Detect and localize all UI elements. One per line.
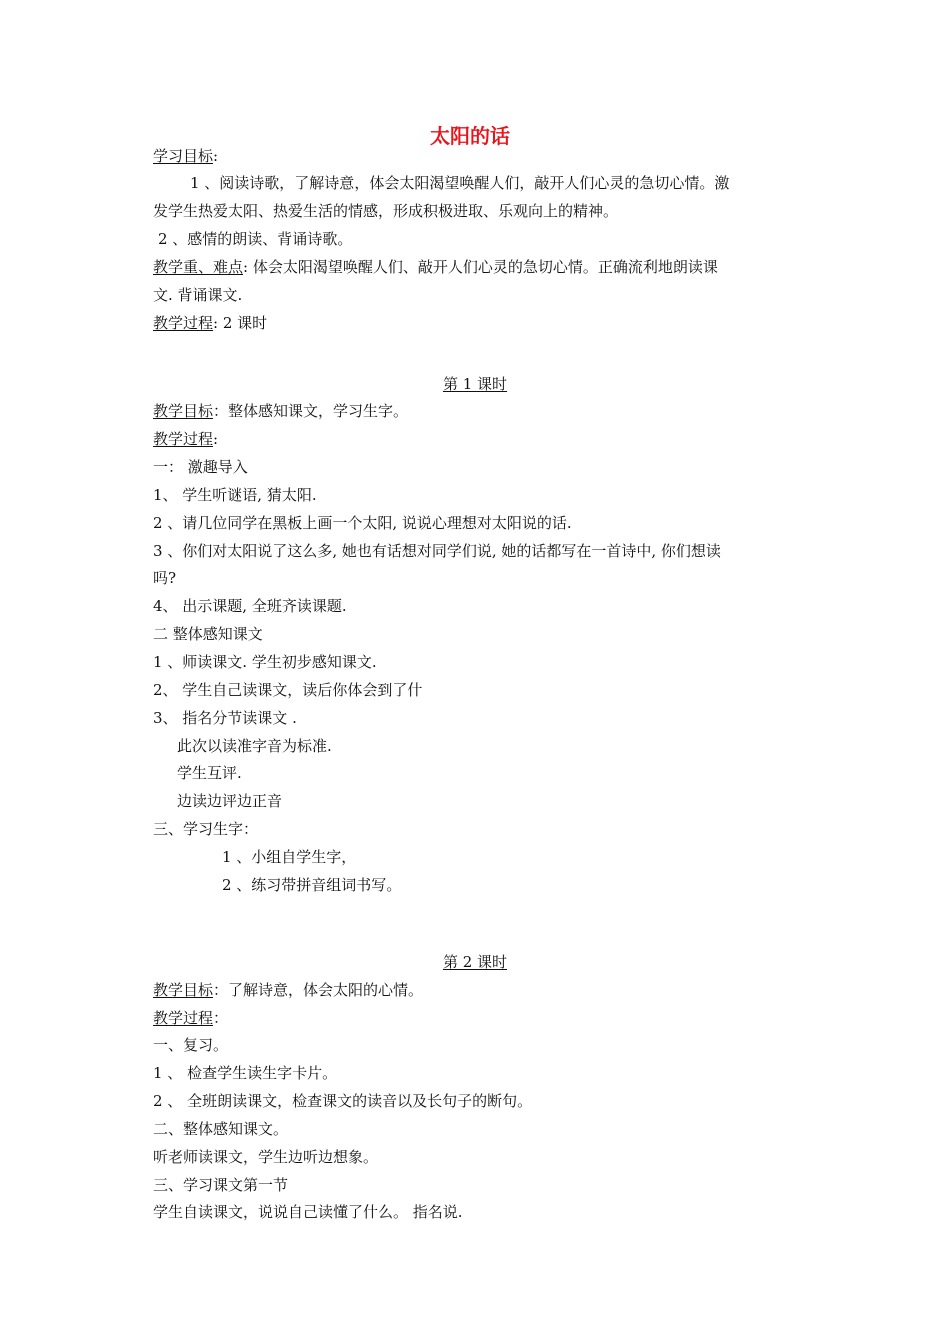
lesson-1-line: 3 、你们对太阳说了这么多, 她也有话想对同学们说, 她的话都写在一首诗中, 你们想读: [153, 542, 721, 560]
goal-2: 2 、感情的朗读、背诵诗歌。: [158, 230, 353, 248]
lesson-2-goal-text: ：了解诗意，体会太阳的心情。: [213, 981, 424, 999]
lesson-1-process-label: 教学过程: [153, 430, 214, 448]
lesson-1-line: 此次以读准字音为标准.: [177, 737, 332, 755]
goal-1-line-a: 1 、阅读诗歌，了解诗意，体会太阳渴望唤醒人们，敲开人们心灵的急切心情。激: [190, 174, 730, 192]
lesson-1-line: 边读边评边正音: [177, 792, 283, 810]
colon: ：: [213, 1009, 229, 1027]
lesson-1-goal-text: ：整体感知课文，学习生字。: [213, 402, 409, 420]
key-points-line-a: [153, 257, 718, 277]
teaching-process-label: 教学过程: [153, 314, 214, 332]
lesson-2-line: 二、整体感知课文。: [153, 1120, 289, 1138]
lesson-1-heading: 第 1 课时: [442, 375, 508, 393]
lesson-1-sub-item: 1 、小组自学生字，: [222, 848, 357, 866]
key-points-label: 教学重、难点: [153, 258, 244, 276]
key-points-line-b: 文. 背诵课文.: [153, 286, 243, 304]
colon: :: [213, 430, 219, 448]
lesson-2-goal-label: 教学目标: [153, 981, 214, 999]
teaching-process-text: : 2 课时: [213, 314, 268, 332]
lesson-2-line: 三、学习课文第一节: [153, 1176, 289, 1194]
lesson-1-process-line: [153, 429, 218, 449]
lesson-1-sub-item: 2 、练习带拼音组词书写。: [222, 876, 402, 894]
goal-1-line-b: 发学生热爱太阳、热爱生活的情感，形成积极进取、乐观向上的精神。: [153, 202, 619, 220]
lesson-2-process-line: [153, 1008, 228, 1028]
key-points-text: : 体会太阳渴望唤醒人们、敲开人们心灵的急切心情。正确流利地朗读课: [243, 258, 718, 276]
lesson-2-line: 1 、 检查学生读生字卡片。: [153, 1064, 338, 1082]
lesson-1-line: 3、 指名分节读课文 .: [153, 709, 297, 727]
colon: :: [213, 147, 219, 165]
lesson-2-line: 2 、 全班朗读课文，检查课文的读音以及长句子的断句。: [153, 1092, 533, 1110]
teaching-process-line: [153, 313, 267, 333]
lesson-1-goal-label: 教学目标: [153, 402, 214, 420]
lesson-2-goal-line: [153, 980, 423, 1000]
lesson-1-line: 一： 激趣导入: [153, 458, 248, 476]
lesson-1-line: 4、 出示课题, 全班齐读课题.: [153, 597, 347, 615]
lesson-1-line: 学生互评.: [177, 764, 242, 782]
document-title: 太阳的话: [430, 124, 510, 148]
lesson-1-line: 二 整体感知课文: [153, 625, 263, 643]
lesson-1-line: 1 、师读课文. 学生初步感知课文.: [153, 653, 377, 671]
lesson-1-line: 1、 学生听谜语, 猜太阳.: [153, 486, 317, 504]
learning-goals-label: 学习目标: [153, 147, 214, 165]
learning-goals-heading: [153, 146, 218, 166]
lesson-2-line: 一、复习。: [153, 1036, 229, 1054]
lesson-2-line: 听老师读课文，学生边听边想象。: [153, 1148, 379, 1166]
lesson-2-line: 学生自读课文，说说自己读懂了什么。 指名说.: [153, 1203, 463, 1221]
lesson-1-line: 2 、请几位同学在黑板上画一个太阳, 说说心理想对太阳说的话.: [153, 514, 572, 532]
lesson-1-goal-line: [153, 401, 408, 421]
lesson-2-heading: 第 2 课时: [442, 953, 508, 971]
lesson-1-line: 吗?: [153, 569, 177, 587]
lesson-1-line: 2、 学生自己读课文，读后你体会到了什: [153, 681, 423, 699]
lesson-2-process-label: 教学过程: [153, 1009, 214, 1027]
lesson-1-line: 三、学习生字：: [153, 820, 259, 838]
